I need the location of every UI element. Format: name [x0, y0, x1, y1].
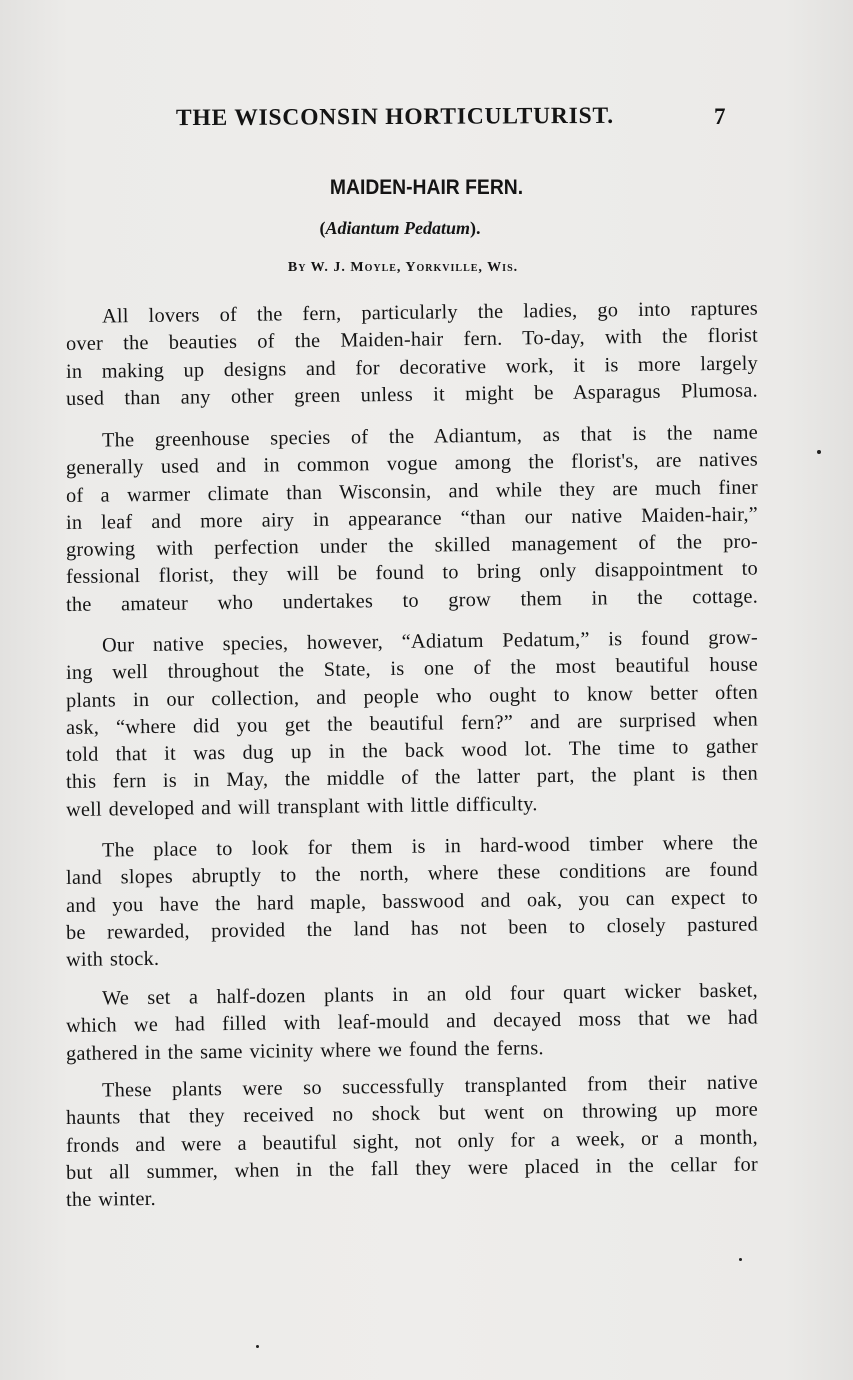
paragraph-line: used than any other green unless it might be Asparagus Plumosa.	[65, 379, 759, 410]
paragraph-1	[65, 297, 759, 413]
paragraph-2	[65, 421, 759, 619]
paragraph-line: We set a half-dozen plants in an old four quart wicker basket,	[101, 979, 759, 1010]
paragraph-line: The greenhouse species of the Adiantum, as that is the name	[101, 421, 759, 452]
paragraph-line: generally used and in common vogue among the florist's, are natives	[65, 448, 759, 480]
subtitle-open-paren: (	[319, 218, 326, 238]
paragraph-line: well developed and will transplant with little difficulty.	[65, 793, 538, 821]
paragraph-line: All lovers of the fern, particularly the ladies, go into raptures	[101, 297, 759, 328]
paragraph-line: in leaf and more airy in appearance “than our native Maiden-hair,”	[65, 503, 759, 534]
scan-speck	[256, 1345, 259, 1348]
paragraph-line: in making up designs and for decorative work, it is more largely	[65, 352, 759, 383]
paragraph-line: fronds and were a beautiful sight, not only for a week, or a month,	[65, 1126, 759, 1157]
paragraph-line: plants in our collection, and people who ought to know better often	[65, 681, 759, 712]
paragraph-line: the winter.	[65, 1188, 156, 1212]
paragraph-line: ing well throughout the State, is one of the most beautiful house	[65, 653, 759, 685]
paragraph-line: and you have the hard maple, basswood and oak, you can expect to	[65, 886, 759, 917]
paragraph-4	[65, 831, 759, 974]
paragraph-5	[65, 979, 759, 1068]
paragraph-line: but all summer, when in the fall they were placed in the cellar for	[65, 1153, 759, 1184]
running-head-title: THE WISCONSIN HORTICULTURIST.	[175, 102, 614, 132]
paragraph-line: over the beauties of the Maiden-hair fern. To-day, with the florist	[65, 324, 759, 356]
subtitle-latin-name: Adiantum Pedatum	[325, 218, 471, 238]
article-byline: By W. J. Moyle, Yorkville, Wis.	[287, 260, 519, 275]
paragraph-line: of a warmer climate than Wisconsin, and while they are much finer	[65, 476, 759, 507]
paragraph-line: Our native species, however, “Adiatum Pedatum,” is found grow-	[101, 626, 759, 657]
paragraph-line: which we had filled with leaf-mould and decayed moss that we had	[65, 1006, 759, 1038]
paragraph-line: growing with perfection under the skilled management of the pro-	[65, 530, 759, 562]
paragraph-line: The place to look for them is in hard-wood timber where the	[101, 831, 759, 862]
paragraph-line: These plants were so successfully transplanted from their native	[101, 1071, 759, 1102]
scan-speck	[817, 450, 821, 454]
paragraph-line: told that it was dug up in the back wood lot. The time to gather	[65, 735, 759, 767]
paragraph-line: with stock.	[65, 948, 160, 972]
paragraph-line: this fern is in May, the middle of the latter part, the plant is then	[65, 763, 759, 794]
subtitle-close-paren: ).	[470, 218, 481, 238]
paragraph-line: fessional florist, they will be found to bring only disappointment to	[65, 558, 759, 589]
page-number: 7	[714, 104, 726, 129]
scan-speck	[739, 1258, 742, 1261]
paragraph-line: haunts that they received no shock but went on throwing up more	[65, 1098, 759, 1130]
paragraph-6	[65, 1071, 759, 1214]
paragraph-line: gathered in the same vicinity where we found the ferns.	[65, 1036, 544, 1065]
paragraph-line: be rewarded, provided the land has not been to closely pastured	[65, 913, 759, 944]
paragraph-3	[65, 626, 759, 824]
article-subtitle	[0, 218, 800, 239]
article-title: MAIDEN-HAIR FERN.	[329, 176, 524, 199]
paragraph-line: land slopes abruptly to the north, where these conditions are found	[65, 858, 759, 890]
paragraph-line: ask, “where did you get the beautiful fern?” and are surprised when	[65, 708, 759, 739]
paragraph-line: the amateur who undertakes to grow them in the cottage.	[65, 585, 759, 616]
